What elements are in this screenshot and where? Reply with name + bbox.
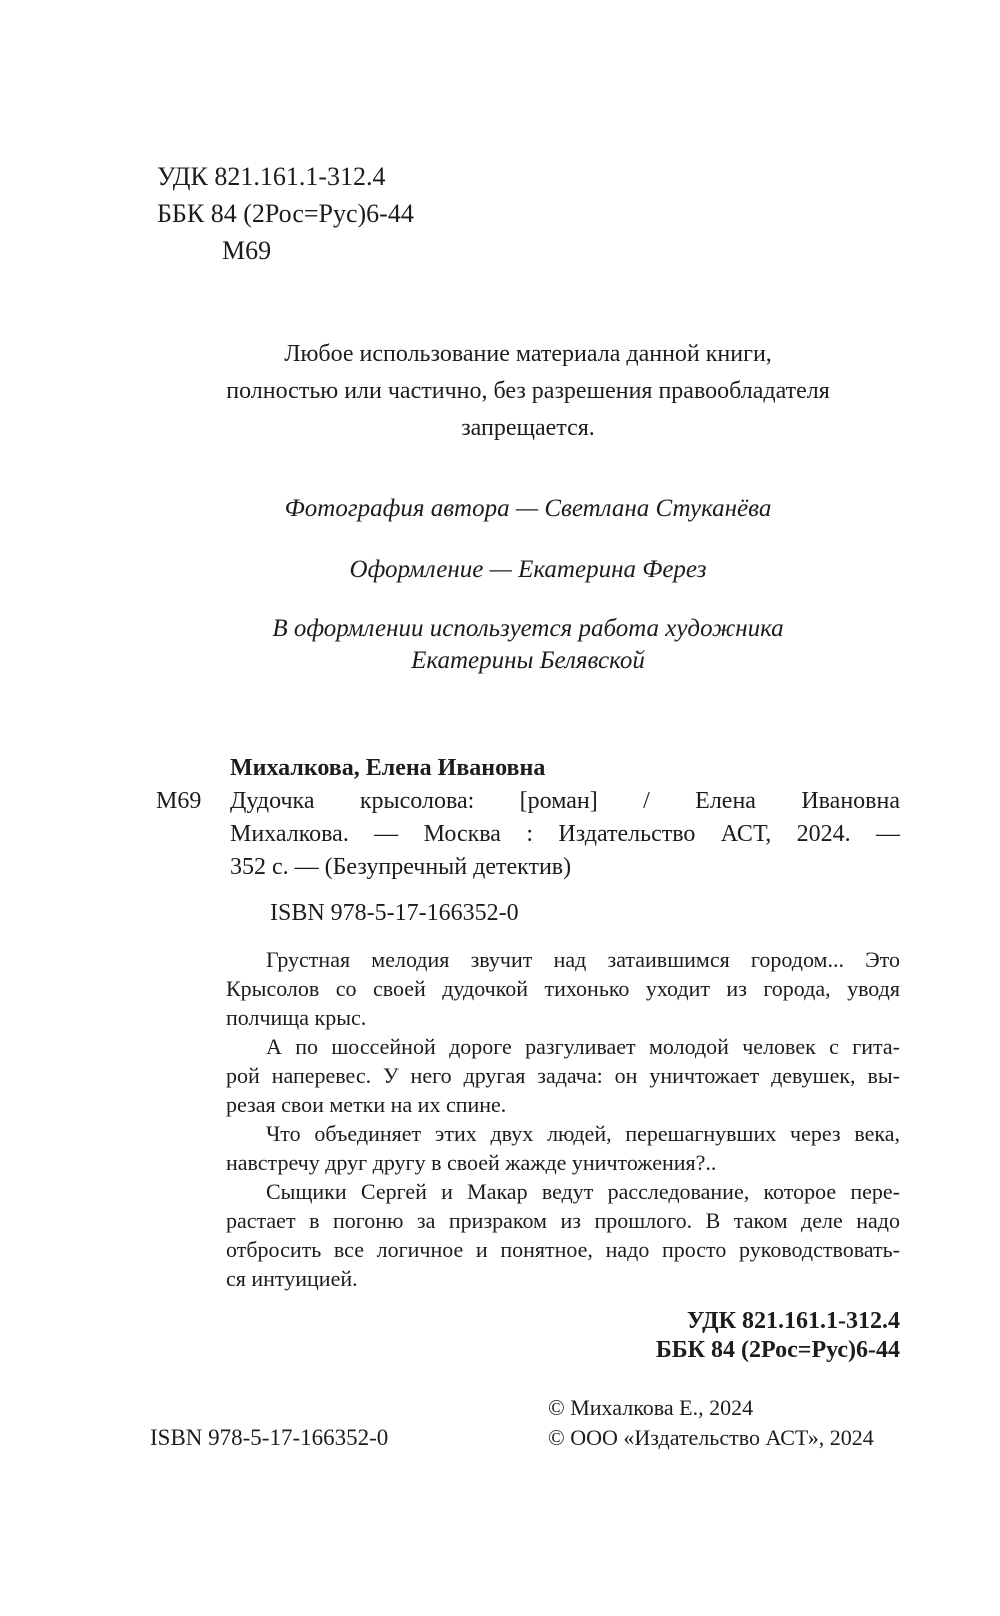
annotation-line: Крысолов со своей дудочкой тихонько уходит из города, уводя — [226, 976, 900, 1001]
annotation-line: ся интуицией. — [226, 1266, 358, 1291]
udk-code: УДК 821.161.1-312.4 — [157, 162, 386, 191]
notice-line: Любое использование материала данной книги, — [284, 341, 772, 367]
bottom-classification-codes — [148, 1307, 900, 1365]
card-bibliographic-entry — [148, 785, 900, 884]
annotation-line: полчища крыс. — [226, 1005, 367, 1030]
annotation-line: Сыщики Сергей и Макар ведут расследование, которое пере- — [266, 1179, 900, 1204]
artwork-credit-line: В оформлении используется работа художника — [272, 615, 784, 642]
bbk-code: ББК 84 (2Рос=Рус)6-44 — [157, 199, 414, 228]
artwork-credit — [148, 613, 908, 677]
annotation-line: растает в погоню за призраком из прошлого. В таком деле надо — [226, 1208, 900, 1233]
card-entry-line: Дудочка крысолова: [роман] / Елена Ивановна — [230, 788, 900, 814]
annotation-line: отбросить все логичное и понятное, надо просто руководствовать- — [226, 1237, 900, 1262]
notice-line: запрещается. — [461, 415, 595, 441]
udk-code-bold: УДК 821.161.1-312.4 — [686, 1308, 900, 1334]
bbk-code-bold: ББК 84 (2Рос=Рус)6-44 — [655, 1337, 900, 1363]
author-sign-code: М69 — [222, 236, 272, 265]
photo-credit: Фотография автора — Светлана Стуканёва — [284, 495, 772, 522]
annotation-line: рой наперевес. У него другая задача: он уничтожает девушек, вы- — [226, 1063, 900, 1088]
usage-restriction-notice — [148, 336, 908, 447]
artwork-credit-line: Екатерины Белявской — [411, 647, 645, 674]
annotation-block — [226, 945, 900, 1293]
card-margin-code: М69 — [156, 788, 202, 814]
copyright-author: © Михалкова Е., 2024 — [548, 1395, 754, 1420]
card-entry-line: 352 с. — (Безупречный детектив) — [230, 854, 572, 880]
credits-block — [148, 494, 908, 677]
design-credit: Оформление — Екатерина Ферез — [349, 556, 707, 583]
footer-isbn: ISBN 978-5-17-166352-0 — [150, 1425, 389, 1450]
annotation-line: А по шоссейной дороге разгуливает молодой человек с гита- — [266, 1034, 900, 1059]
card-isbn: ISBN 978-5-17-166352-0 — [270, 900, 519, 926]
top-classification-codes — [157, 158, 414, 269]
catalog-card — [148, 752, 900, 930]
annotation-line: Грустная мелодия звучит над затаившимся городом... Это — [266, 947, 900, 972]
notice-line: полностью или частично, без разрешения правообладателя — [226, 378, 830, 404]
card-entry-line: Михалкова. — Москва : Издательство АСТ, 2024. — — [230, 821, 900, 847]
copyright-publisher: © ООО «Издательство АСТ», 2024 — [548, 1425, 874, 1450]
annotation-line: навстречу друг другу в своей жажде уничтожения?.. — [226, 1150, 717, 1175]
card-author-heading: Михалкова, Елена Ивановна — [230, 755, 546, 781]
annotation-line: Что объединяет этих двух людей, перешагнувших через века, — [266, 1121, 900, 1146]
annotation-line: резая свои метки на их спине. — [226, 1092, 507, 1117]
